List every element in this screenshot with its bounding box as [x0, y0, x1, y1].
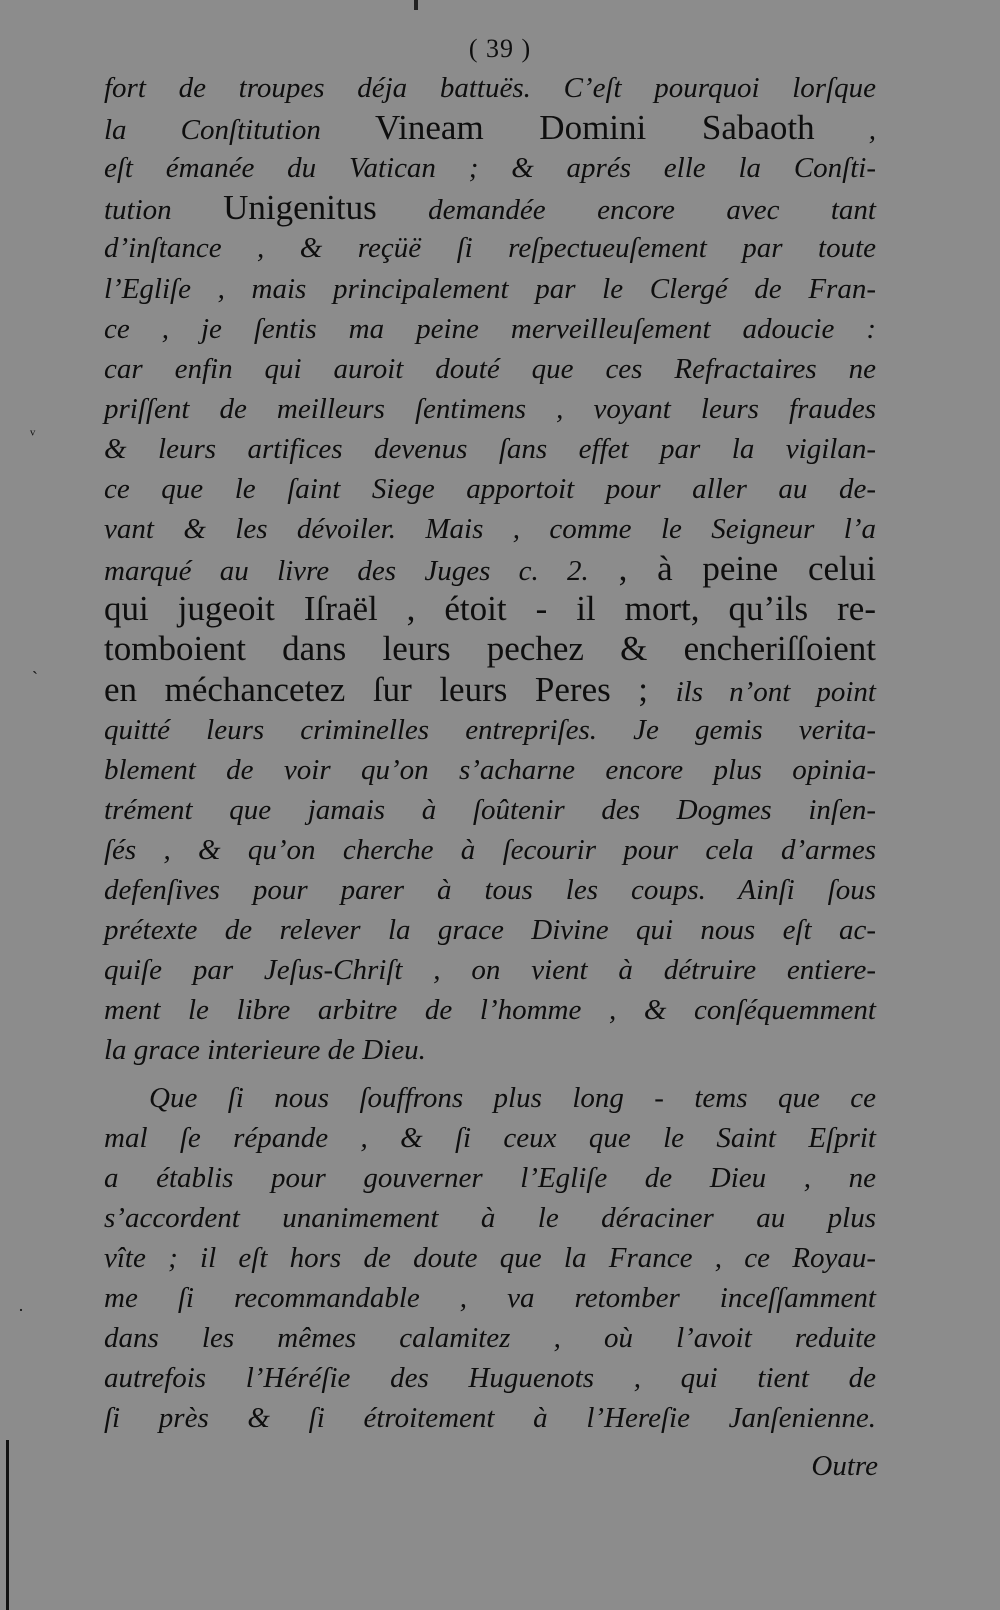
text-line [104, 910, 876, 950]
text-line [104, 469, 876, 509]
italic-text: la grace interieure de Dieu. [104, 1034, 426, 1067]
text-line [104, 670, 876, 710]
text-line [104, 870, 876, 910]
italic-text: l’Egliſe , mais principalement par le Clergé de Fran- [104, 272, 876, 305]
text-line [104, 389, 876, 429]
italic-text: tution [104, 194, 224, 227]
italic-text: quitté leurs criminelles entrepriſes. Je gemis verita- [104, 713, 876, 746]
text-line [104, 148, 876, 188]
text-line [104, 429, 876, 469]
text-line [104, 1398, 876, 1438]
text-line [104, 1198, 876, 1238]
text-line [104, 509, 876, 549]
roman-text: Unigenitus [223, 188, 377, 228]
italic-text: me ſi recommandable , va retomber inceſſamment [104, 1282, 876, 1314]
italic-text: C’eſt pourquoi lorſque [563, 72, 876, 104]
text-line [104, 790, 876, 830]
text-line [104, 629, 876, 669]
italic-text: eſt émanée du Vatican ; & aprés elle la Conſti- [104, 152, 876, 185]
italic-text: priſſent de meilleurs ſentimens , voyant leurs fraudes [104, 392, 876, 425]
text-line [104, 309, 876, 349]
text-line [104, 1318, 876, 1358]
italic-text: a établis pour gouverner l’Egliſe de Dieu , ne [104, 1162, 876, 1194]
text-line [104, 950, 876, 990]
italic-text: la Conſtitution [104, 114, 375, 147]
text-line [104, 1118, 876, 1158]
text-line [104, 1158, 876, 1198]
text-line [104, 269, 876, 309]
italic-text: marqué au livre des Juges c. 2. [104, 555, 589, 588]
margin-mark: ˋ [32, 668, 38, 688]
text-line [104, 108, 876, 148]
italic-text: , [814, 114, 876, 147]
italic-text: blement de voir qu’on s’acharne encore plus opinia- [104, 753, 876, 786]
italic-text: defenſives pour parer à tous les coups. Ainſi ſous [104, 874, 876, 906]
text-line [104, 349, 876, 389]
text-line [104, 68, 876, 108]
italic-text: ſés , & qu’on cherche à ſecourir pour cela d’armes [104, 833, 876, 866]
italic-text: fort de troupes déja battuës. [104, 72, 564, 104]
italic-text: s’accordent unanimement à le déraciner au plus [104, 1202, 876, 1234]
italic-text: autrefois l’Héréſie des Huguenots , qui tient de [104, 1362, 876, 1394]
text-line [104, 1238, 876, 1278]
margin-mark: · [18, 1300, 24, 1320]
roman-text: qui jugeoit Iſraël , étoit - il mort, qu’ils re- [104, 589, 876, 629]
italic-text: ment le libre arbitre de l’homme , & conſéquemment [104, 994, 876, 1027]
italic-text: ce , je ſentis ma peine merveilleuſement adoucie : [104, 312, 876, 345]
text-line [104, 1358, 876, 1398]
italic-text: ſi près & ſi étroitement à l’Hereſie Janſenienne. [104, 1402, 876, 1434]
italic-text: prétexte de relever la grace Divine qui nous eſt ac- [104, 914, 876, 947]
text-line [104, 589, 876, 629]
edge-rule [6, 1440, 9, 1610]
italic-text: car enfin qui auroit douté que ces Refractaires ne [104, 352, 876, 385]
page-number: ( 39 ) [468, 34, 532, 63]
italic-text: mal ſe répande , & ſi ceux que le Saint Eſprit [104, 1122, 876, 1154]
text-line [104, 228, 876, 268]
text-line [104, 188, 876, 228]
italic-text: d’inſtance , & reçüë ſi reſpectueuſement par toute [104, 232, 876, 265]
text-line [104, 830, 876, 870]
roman-text: tomboient dans leurs pechez & encheriſſoient [104, 629, 876, 669]
text-line [104, 750, 876, 790]
italic-text: & leurs artifices devenus ſans effet par la vigilan- [104, 432, 876, 465]
italic-text: ce que le ſaint Siege apportoit pour aller au de- [104, 473, 876, 505]
italic-text: dans les mêmes calamitez , où l’avoit reduite [104, 1322, 876, 1354]
italic-text: trément que jamais à ſoûtenir des Dogmes inſen- [104, 793, 876, 826]
text-line [104, 990, 876, 1030]
roman-text: , à peine celui [588, 549, 876, 589]
roman-text: en méchancetez ſur leurs Peres ; [104, 669, 676, 709]
text-line [104, 1030, 876, 1070]
italic-text: quiſe par Jeſus-Chriſt , on vient à détruire entiere- [104, 954, 876, 987]
roman-text: Vineam Domini Sabaoth [374, 108, 815, 148]
catchword: Outre [811, 1450, 878, 1482]
italic-text: vîte ; il eſt hors de doute que la France , ce Royau- [104, 1242, 876, 1274]
text-line [104, 1078, 876, 1118]
italic-text: Que ſi nous ſouffrons plus long - tems que ce [149, 1082, 876, 1114]
margin-mark: ᵥ [30, 418, 36, 438]
text-line [104, 1278, 876, 1318]
top-speck [414, 0, 418, 10]
italic-text: demandée encore avec tant [376, 194, 876, 227]
text-line [104, 710, 876, 750]
italic-text: vant & les dévoiler. Mais , comme le Seigneur l’a [104, 513, 876, 546]
italic-text: ils n’ont point [675, 675, 876, 708]
text-line [104, 549, 876, 589]
